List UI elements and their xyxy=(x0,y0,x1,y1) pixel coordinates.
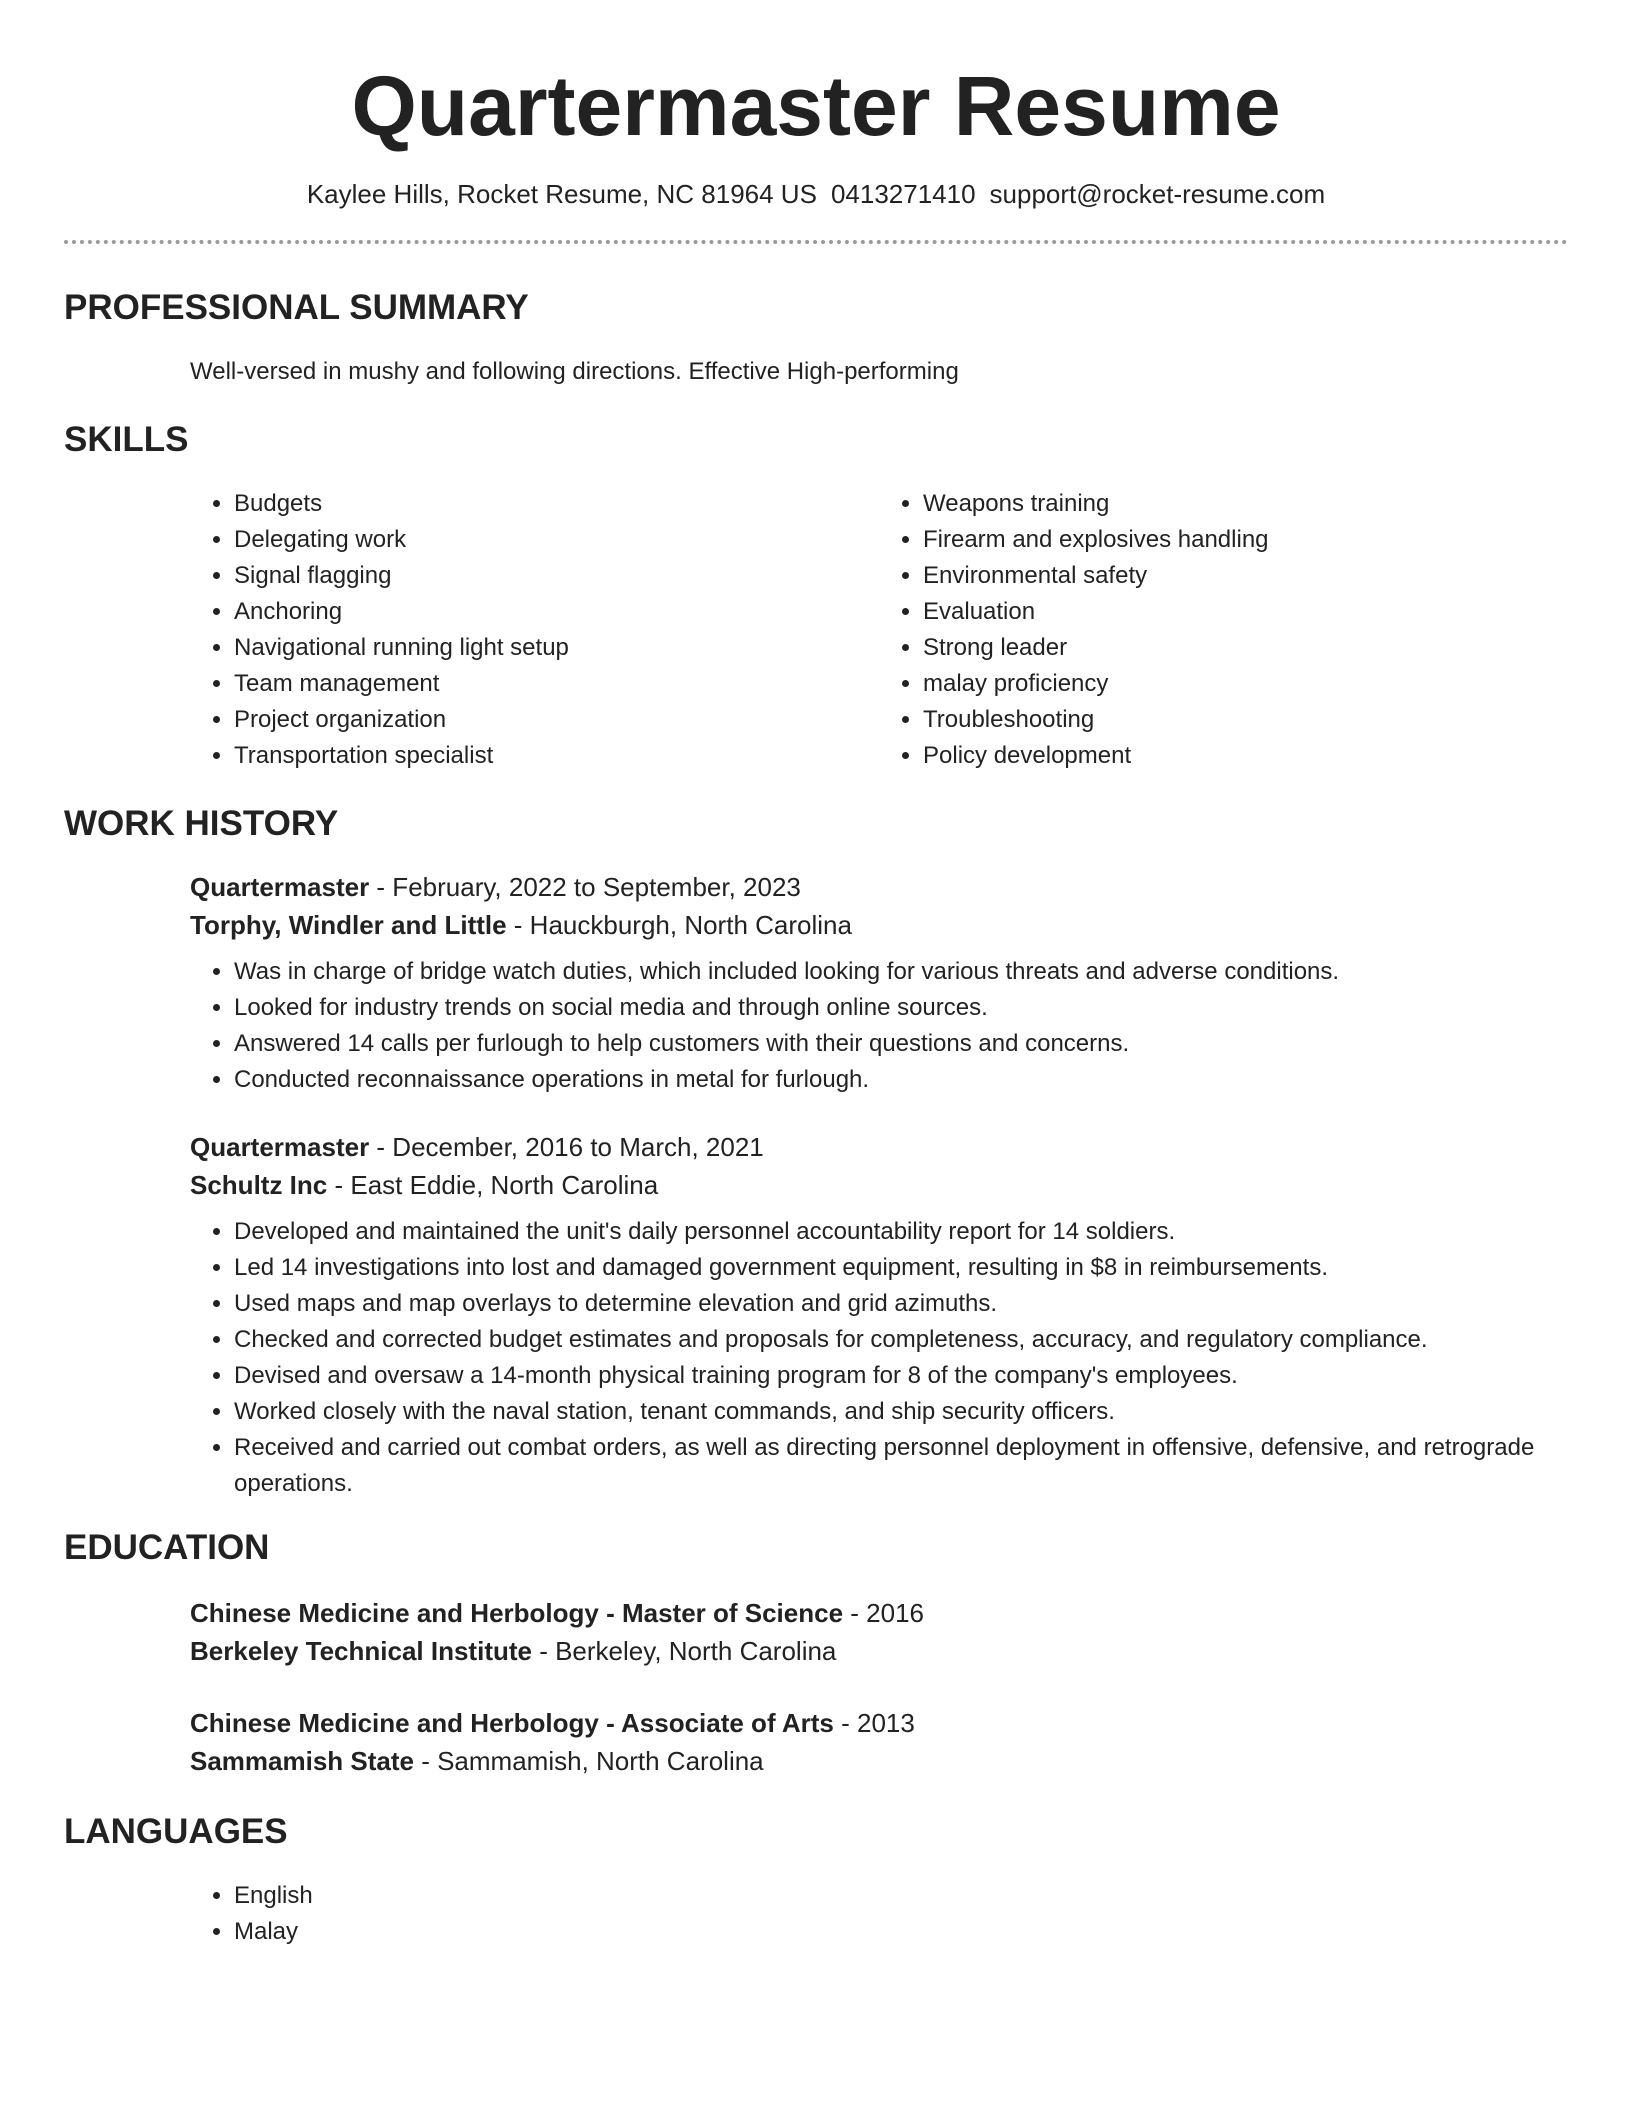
skill-item: • malay proficiency xyxy=(923,666,1568,702)
skill-item: • Firearm and explosives handling xyxy=(923,522,1568,558)
job-company-line xyxy=(190,906,1568,944)
section-title-languages: LANGUAGES xyxy=(64,1812,288,1851)
job-bullet: • Looked for industry trends on social media and through online sources. xyxy=(234,990,1568,1026)
education-school: Berkeley Technical Institute xyxy=(190,1636,532,1666)
education-school: Sammamish State xyxy=(190,1746,414,1776)
education-degree: Chinese Medicine and Herbology - Associate of Arts xyxy=(190,1708,834,1738)
job-bullet: • Worked closely with the naval station, tenant commands, and ship security officers. xyxy=(234,1394,1568,1430)
section-title-summary: PROFESSIONAL SUMMARY xyxy=(64,288,529,327)
header-divider xyxy=(64,240,1568,244)
education-degree-line xyxy=(190,1704,1568,1742)
job-bullet: • Received and carried out combat orders, as well as directing personnel deployment in offensive, defensive, and retrograde operations. xyxy=(234,1430,1568,1502)
skill-item: • Strong leader xyxy=(923,630,1568,666)
skill-item: • Anchoring xyxy=(234,594,879,630)
contact-line xyxy=(64,178,1568,210)
education-school-line xyxy=(190,1632,1568,1670)
resume-title: Quartermaster Resume xyxy=(351,59,1281,153)
education-location: - Berkeley, North Carolina xyxy=(531,1636,837,1666)
skill-item: • Environmental safety xyxy=(923,558,1568,594)
section-title-skills: SKILLS xyxy=(64,420,189,459)
job-location: - East Eddie, North Carolina xyxy=(327,1170,659,1200)
section-title-work-history: WORK HISTORY xyxy=(64,804,339,843)
education-school-line xyxy=(190,1742,1568,1780)
skill-item: • Project organization xyxy=(234,702,879,738)
skill-item: • Navigational running light setup xyxy=(234,630,879,666)
languages-list xyxy=(190,1878,1568,1950)
skill-item: • Troubleshooting xyxy=(923,702,1568,738)
job-bullet: • Used maps and map overlays to determine elevation and grid azimuths. xyxy=(234,1286,1568,1322)
job-entry xyxy=(190,1128,1568,1502)
job-role-line xyxy=(190,1128,1568,1166)
contact-phone: 0413271410 xyxy=(830,179,976,209)
skills-column-right xyxy=(879,486,1568,774)
skills-column-left xyxy=(190,486,879,774)
language-item: • English xyxy=(234,1878,1568,1914)
section-title-education: EDUCATION xyxy=(64,1528,270,1567)
job-company-line xyxy=(190,1166,1568,1204)
skills-list xyxy=(190,486,1568,774)
job-dates: - February, 2022 to September, 2023 xyxy=(369,872,801,902)
education-location: - Sammamish, North Carolina xyxy=(413,1746,764,1776)
job-bullet: • Was in charge of bridge watch duties, which included looking for various threats and adverse conditions. xyxy=(234,954,1568,990)
education-entry xyxy=(190,1704,1568,1780)
job-bullet: • Devised and oversaw a 14-month physical training program for 8 of the company's employees. xyxy=(234,1358,1568,1394)
job-bullets xyxy=(190,1214,1568,1502)
skill-item: • Weapons training xyxy=(923,486,1568,522)
job-role-line xyxy=(190,868,1568,906)
job-company: Schultz Inc xyxy=(190,1170,328,1200)
education-entry xyxy=(190,1594,1568,1670)
language-item: • Malay xyxy=(234,1914,1568,1950)
job-bullet: • Answered 14 calls per furlough to help customers with their questions and concerns. xyxy=(234,1026,1568,1062)
skill-item: • Evaluation xyxy=(923,594,1568,630)
job-role: Quartermaster xyxy=(190,872,370,902)
skill-item: • Delegating work xyxy=(234,522,879,558)
job-bullet: • Developed and maintained the unit's daily personnel accountability report for 14 soldiers. xyxy=(234,1214,1568,1250)
job-bullets xyxy=(190,954,1568,1098)
job-location: - Hauckburgh, North Carolina xyxy=(506,910,852,940)
job-bullet: • Conducted reconnaissance operations in metal for furlough. xyxy=(234,1062,1568,1098)
skill-item: • Transportation specialist xyxy=(234,738,879,774)
summary-text: Well-versed in mushy and following directions. Effective High-performing xyxy=(190,358,959,385)
job-entry xyxy=(190,868,1568,1098)
job-dates: - December, 2016 to March, 2021 xyxy=(369,1132,764,1162)
contact-address: Kaylee Hills, Rocket Resume, NC 81964 US xyxy=(306,179,817,209)
education-degree: Chinese Medicine and Herbology - Master of Science xyxy=(190,1598,844,1628)
job-bullet: • Led 14 investigations into lost and damaged government equipment, resulting in $8 in reimbursements. xyxy=(234,1250,1568,1286)
languages-items xyxy=(190,1878,1568,1950)
contact-email: support@rocket-resume.com xyxy=(989,179,1326,209)
job-role: Quartermaster xyxy=(190,1132,370,1162)
job-bullet: • Checked and corrected budget estimates and proposals for completeness, accuracy, and regulatory compliance. xyxy=(234,1322,1568,1358)
education-year: - 2016 xyxy=(843,1598,924,1628)
skill-item: • Signal flagging xyxy=(234,558,879,594)
job-company: Torphy, Windler and Little xyxy=(190,910,507,940)
education-year: - 2013 xyxy=(833,1708,915,1738)
education-degree-line xyxy=(190,1594,1568,1632)
skill-item: • Budgets xyxy=(234,486,879,522)
skill-item: • Team management xyxy=(234,666,879,702)
skill-item: • Policy development xyxy=(923,738,1568,774)
